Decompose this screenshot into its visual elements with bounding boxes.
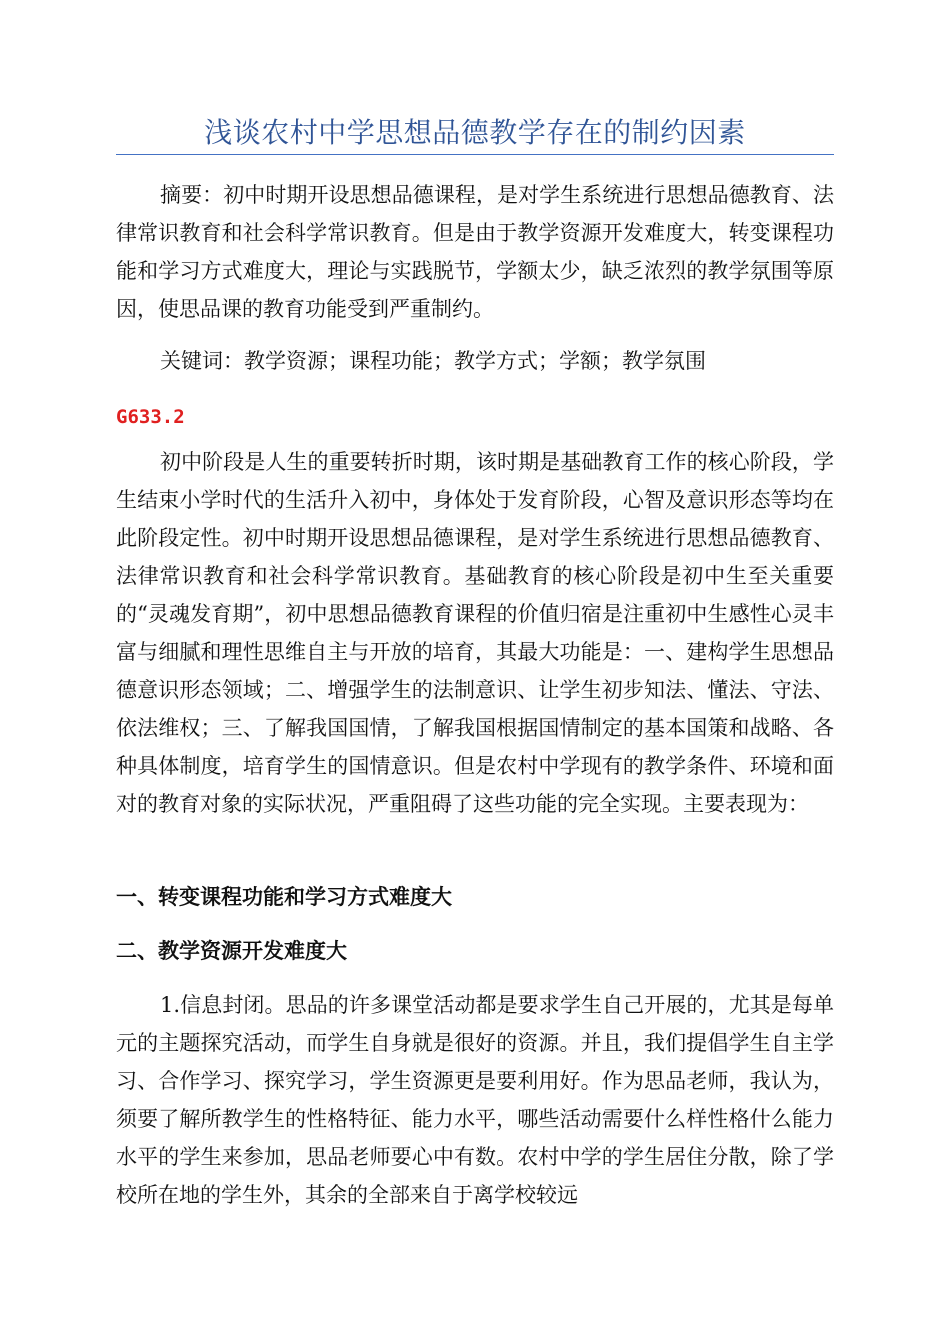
classification-code: G633.2: [116, 406, 185, 428]
body-paragraph-1: 1.信息封闭。思品的许多课堂活动都是要求学生自己开展的，尤其是每单元的主题探究活动，而学生自身就是很好的资源。并且，我们提倡学生自主学习、合作学习、探究学习，学生资源更是要利用好。作为思品老师，我认为，须要了解所教学生的性格特征、能力水平，哪些活动需要什么样性格什么能力水平的学生来参加，思品老师要心中有数。农村中学的学生居住分散，除了学校所在地的学生外，其余的全部来自于离学校较远: [116, 993, 834, 1207]
abstract-paragraph: 摘要：初中时期开设思想品德课程，是对学生系统进行思想品德教育、法律常识教育和社会科学常识教育。但是由于教学资源开发难度大，转变课程功能和学习方式难度大，理论与实践脱节，学额太少，缺乏浓烈的教学氛围等原因，使思品课的教育功能受到严重制约。: [116, 183, 834, 321]
section-heading-1: 一、转变课程功能和学习方式难度大: [116, 884, 452, 909]
intro-paragraph: 初中阶段是人生的重要转折时期，该时期是基础教育工作的核心阶段，学生结束小学时代的生活升入初中，身体处于发育阶段，心智及意识形态等均在此阶段定性。初中时期开设思想品德课程，是对学生系统进行思想品德教育、法律常识教育和社会科学常识教育。基础教育的核心阶段是初中生至关重要的“灵魂发育期”，初中思想品德教育课程的价值归宿是注重初中生感性心灵丰富与细腻和理性思维自主与开放的培育，其最大功能是：一、建构学生思想品德意识形态领域；二、增强学生的法制意识、让学生初步知法、懂法、守法、依法维权；三、了解我国国情，了解我国根据国情制定的基本国策和战略、各种具体制度，培育学生的国情意识。但是农村中学现有的教学条件、环境和面对的教育对象的实际状况，严重阻碍了这些功能的完全实现。主要表现为：: [116, 450, 834, 816]
title-underline: [116, 154, 834, 155]
document-title: 浅谈农村中学思想品德教学存在的制约因素: [204, 116, 746, 149]
keywords-line: 关键词：教学资源；课程功能；教学方式；学额；教学氛围: [160, 349, 706, 373]
section-heading-2: 二、教学资源开发难度大: [116, 938, 347, 963]
